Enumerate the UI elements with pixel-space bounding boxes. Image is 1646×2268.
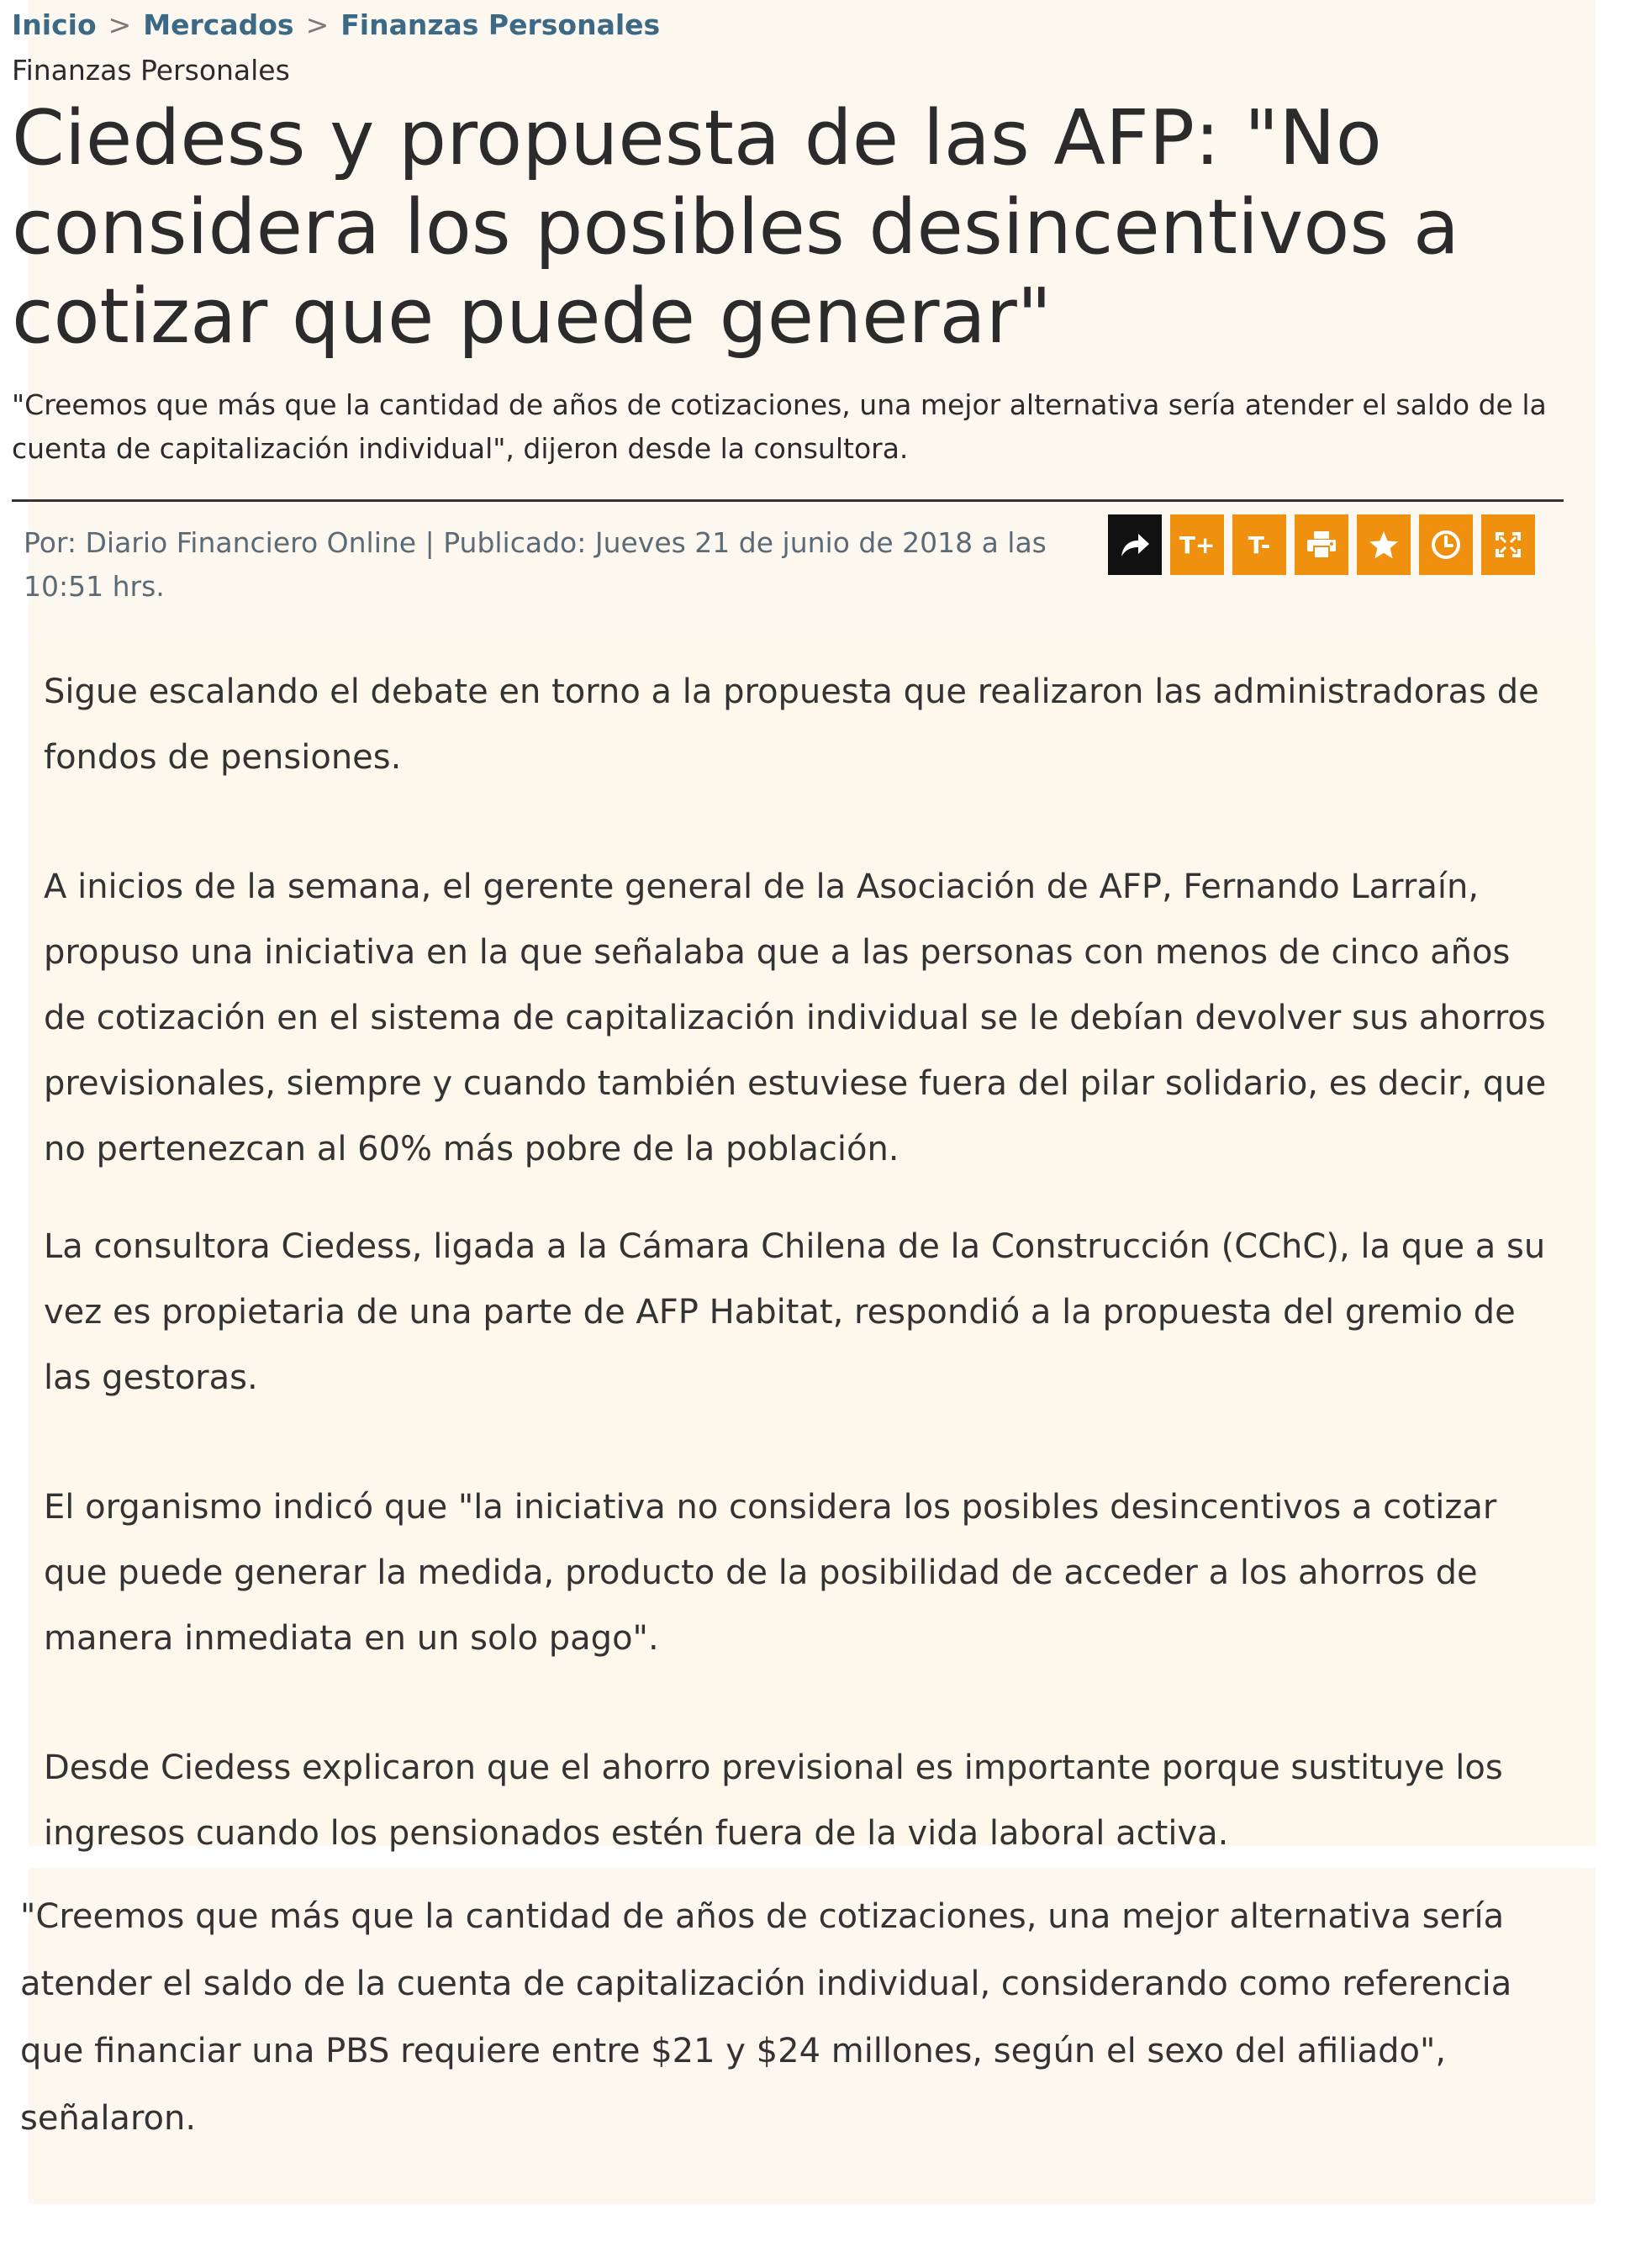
article-paragraph: Sigue escalando el debate en torno a la propuesta que realizaron las administradoras de fondos de pensiones. xyxy=(44,672,1539,777)
favorite-button[interactable] xyxy=(1357,514,1411,575)
fullscreen-button[interactable] xyxy=(1481,514,1535,575)
section-label: Finanzas Personales xyxy=(12,54,290,87)
article-byline: Por: Diario Financiero Online | Publicado: Jueves 21 de junio de 2018 a las 10:51 hrs. xyxy=(24,526,1047,603)
page-title: Ciedess y propuesta de las AFP: "No considera los posibles desincentivos a cotizar que puede generar" xyxy=(12,94,1459,361)
article-paragraph: La consultora Ciedess, ligada a la Cámara Chilena de la Construcción (CChC), la que a su vez es propietaria de una parte de AFP Habitat, respondió a la propuesta del gremio de las gestoras. xyxy=(44,1227,1546,1397)
clock-icon xyxy=(1430,529,1462,561)
article-toolbar xyxy=(1108,514,1535,575)
history-button[interactable] xyxy=(1419,514,1473,575)
breadcrumb xyxy=(12,8,660,41)
article-subtitle: "Creemos que más que la cantidad de años de cotizaciones, una mejor alternativa sería atender el saldo de la cuenta de capitalización individual", dijeron desde la consultora. xyxy=(12,388,1547,465)
breadcrumb-separator: > xyxy=(108,8,132,41)
header-divider xyxy=(12,499,1564,502)
breadcrumb-link-finanzas-personales[interactable]: Finanzas Personales xyxy=(340,8,661,41)
article-paragraph: Desde Ciedess explicaron que el ahorro previsional es importante porque sustituye los ingresos cuando los pensionados estén fuera de la vida laboral activa. xyxy=(44,1748,1503,1853)
print-button[interactable] xyxy=(1295,514,1348,575)
font-decrease-button[interactable]: T- xyxy=(1232,514,1286,575)
share-button[interactable] xyxy=(1108,514,1162,575)
share-arrow-icon xyxy=(1119,530,1151,559)
font-increase-button[interactable]: T+ xyxy=(1170,514,1224,575)
printer-icon xyxy=(1306,530,1337,560)
expand-icon xyxy=(1492,529,1524,561)
article-quote: "Creemos que más que la cantidad de años de cotizaciones, una mejor alternativa sería atender el saldo de la cuenta de capitalización individual, considerando como referencia que financiar una PBS requiere entre $21 y $24 millones, según el sexo del afiliado", señalaron. xyxy=(20,1897,1512,2138)
article-paragraph: A inicios de la semana, el gerente general de la Asociación de AFP, Fernando Larraín, propuso una iniciativa en la que señalaba que a las personas con menos de cinco años de cotización en el sistema de capitalización individual se le debían devolver sus ahorros previsionales, siempre y cuando también estuviese fuera del pilar solidario, es decir, que no pertenezcan al 60% más pobre de la población. xyxy=(44,868,1547,1168)
star-icon xyxy=(1368,530,1400,560)
breadcrumb-link-mercados[interactable]: Mercados xyxy=(143,8,294,41)
breadcrumb-separator: > xyxy=(305,8,330,41)
breadcrumb-link-inicio[interactable]: Inicio xyxy=(12,8,97,41)
article-paragraph: El organismo indicó que "la iniciativa no considera los posibles desincentivos a cotizar que puede generar la medida, producto de la posibilidad de acceder a los ahorros de manera inmediata en un solo pago". xyxy=(44,1488,1497,1658)
